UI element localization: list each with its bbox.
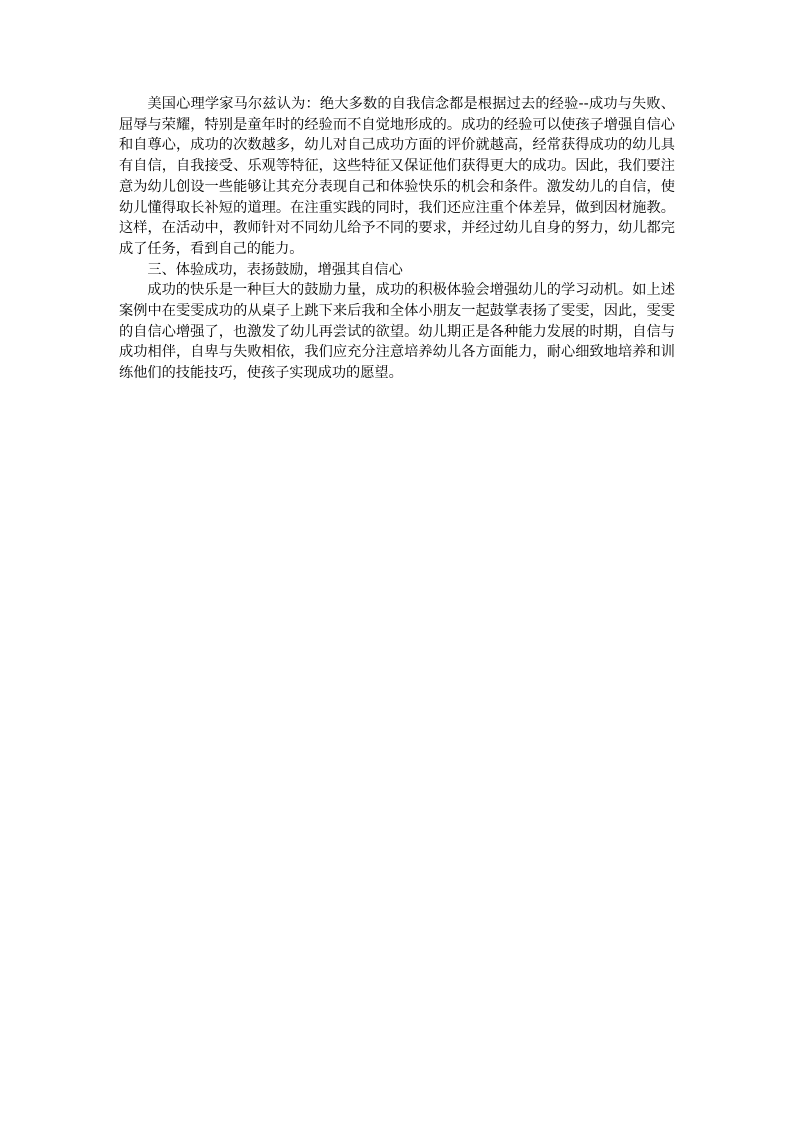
document-body bbox=[119, 94, 675, 384]
body-paragraph: 美国心理学家马尔兹认为：绝大多数的自我信念都是根据过去的经验--成功与失败、屈辱与荣耀，特别是童年时的经验而不自觉地形成的。成功的经验可以使孩子增强自信心和自尊心，成功的次数越多，幼儿对自己成功方面的评价就越高，经常获得成功的幼儿具有自信，自我接受、乐观等特征，这些特征又保证他们获得更大的成功。因此，我们要注意为幼儿创设一些能够让其充分表现自己和体验快乐的机会和条件。激发幼儿的自信，使幼儿懂得取长补短的道理。在注重实践的同时，我们还应注重个体差异，做到因材施教。这样，在活动中，教师针对不同幼儿给予不同的要求，并经过幼儿自身的努力，幼儿都完成了任务，看到自己的能力。 bbox=[119, 96, 675, 257]
section-heading: 三、体验成功，表扬鼓励，增强其自信心 bbox=[147, 261, 403, 278]
body-paragraph: 成功的快乐是一种巨大的鼓励力量，成功的积极体验会增强幼儿的学习动机。如上述案例中在雯雯成功的从桌子上跳下来后我和全体小朋友一起鼓掌表扬了雯雯，因此，雯雯的自信心增强了，也激发了幼儿再尝试的欲望。幼儿期正是各种能力发展的时期，自信与成功相伴，自卑与失败相依，我们应充分注意培养幼儿各方面能力，耐心细致地培养和训练他们的技能技巧，使孩子实现成功的愿望。 bbox=[119, 282, 675, 382]
